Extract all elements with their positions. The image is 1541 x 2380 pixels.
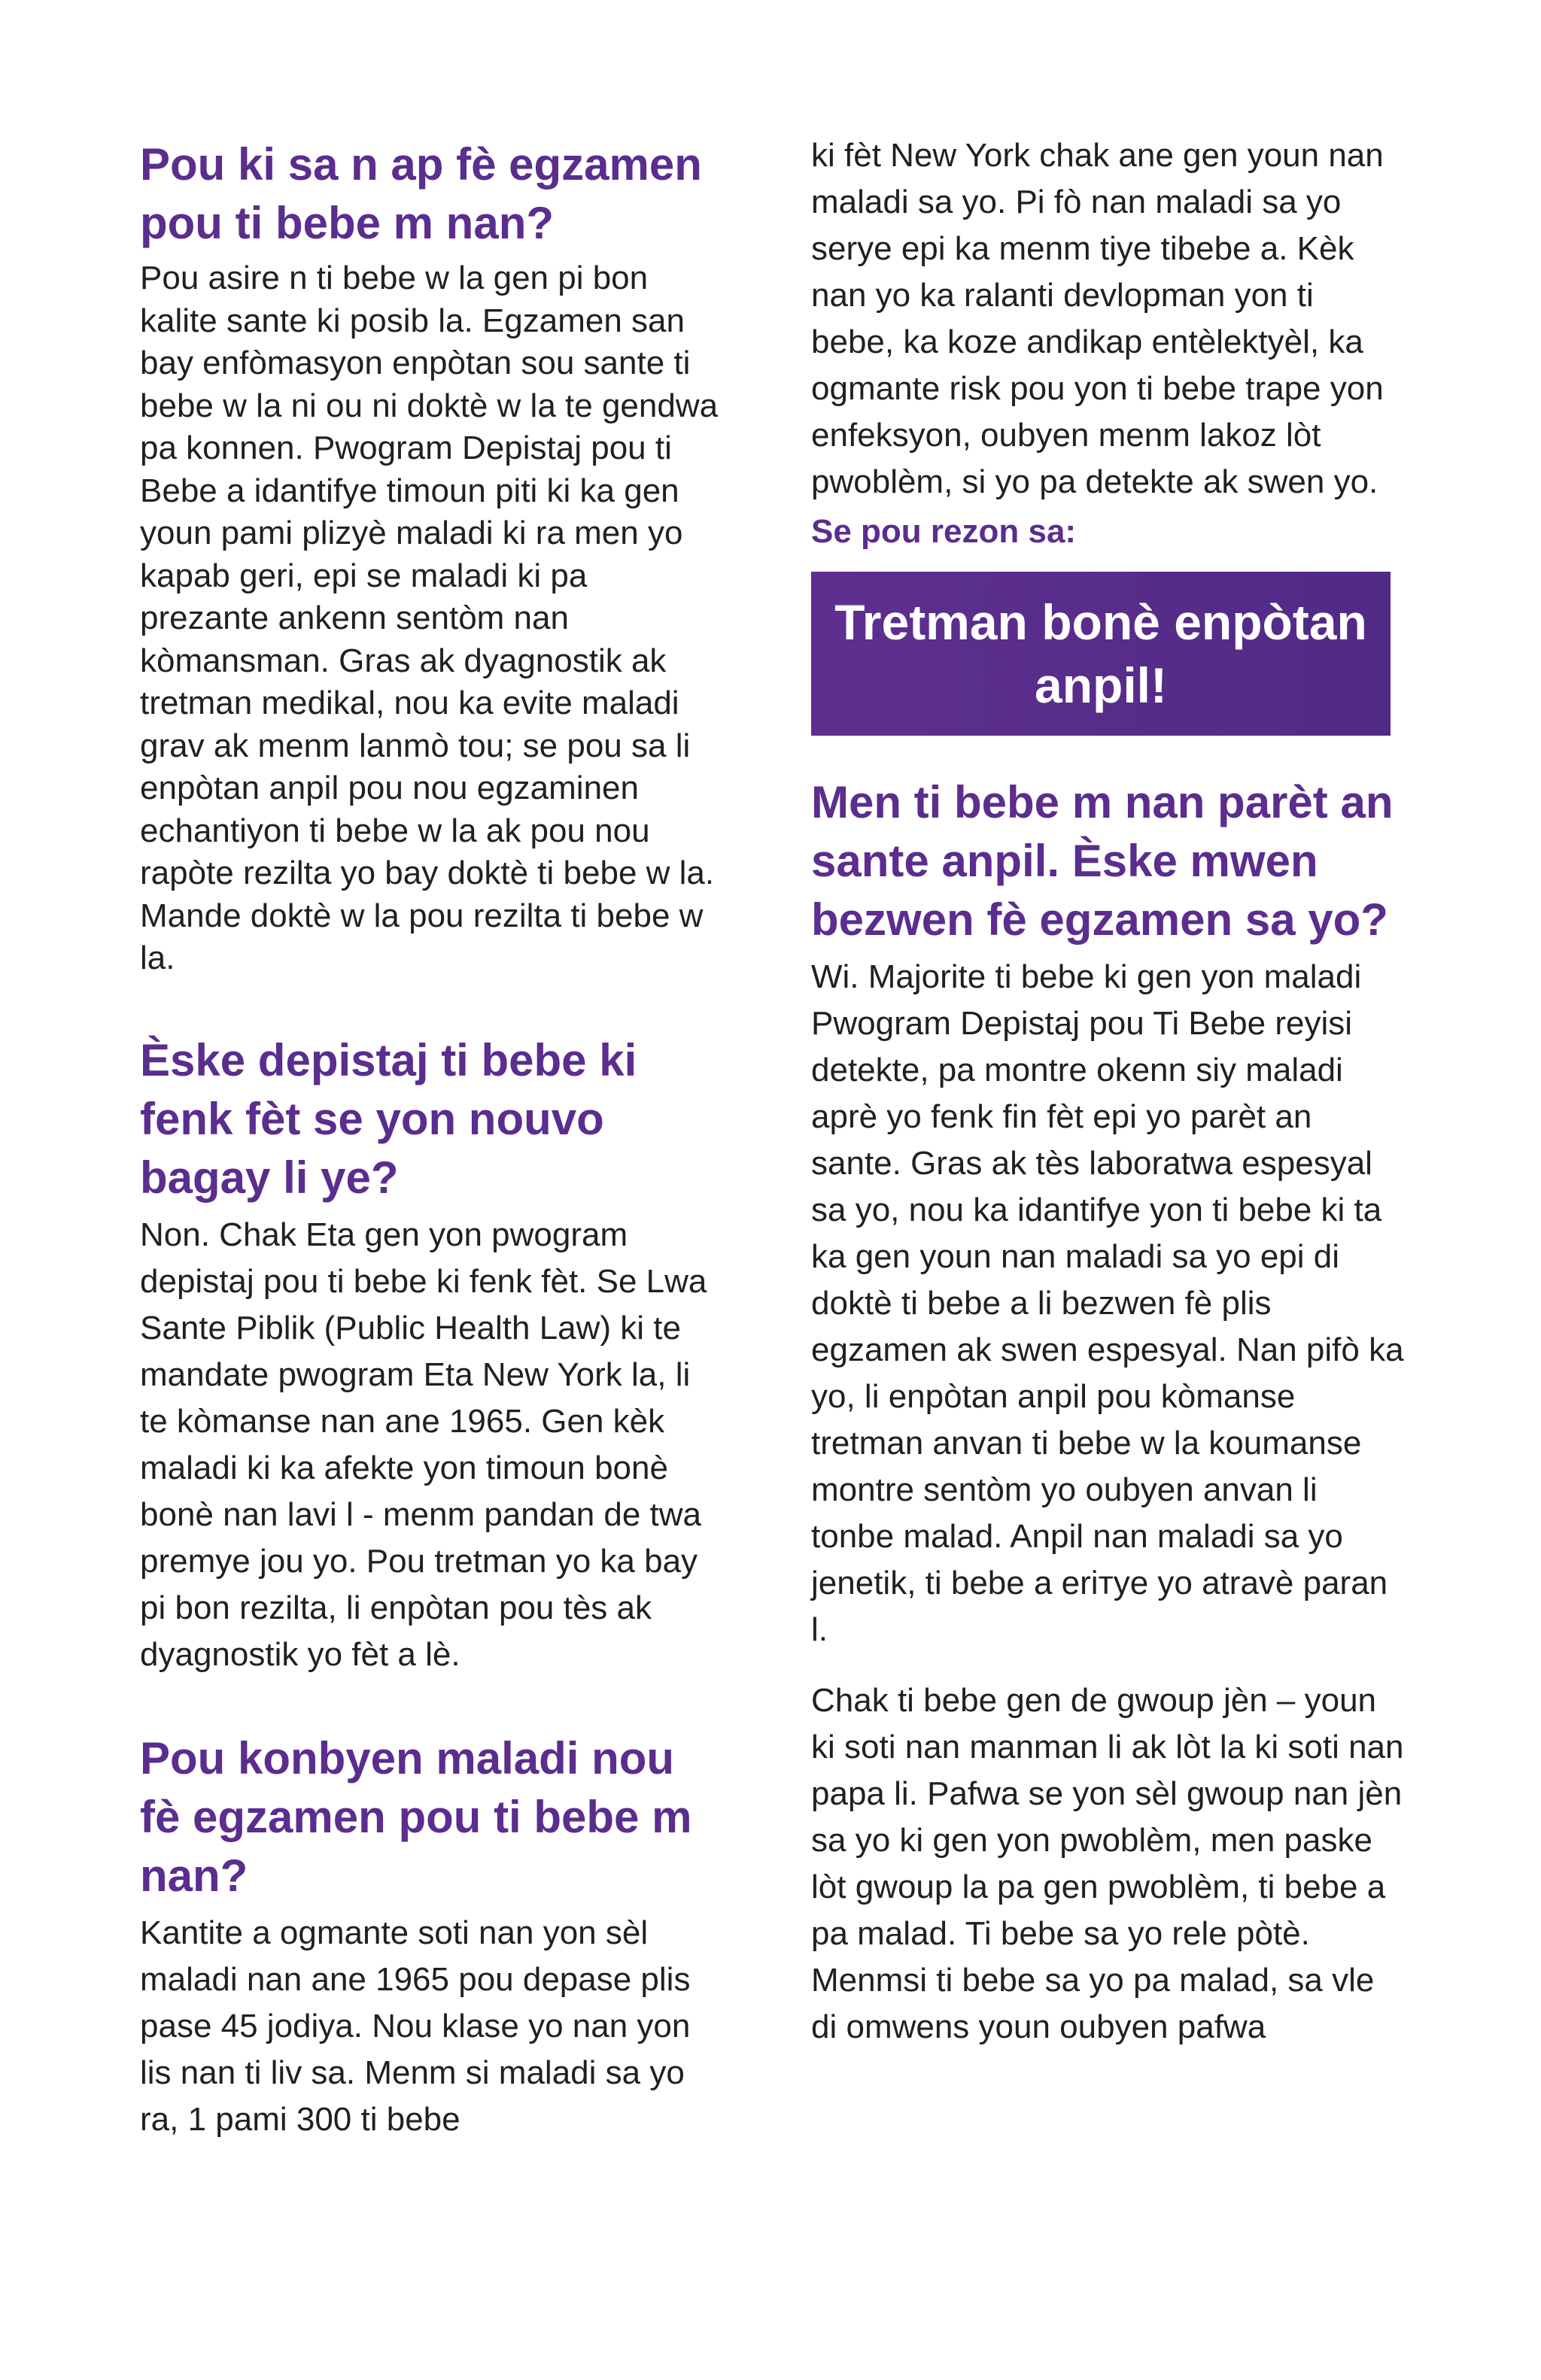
right-column (811, 132, 1406, 2051)
section-body-is-new: Non. Chak Eta gen yon pwogram depistaj pou ti bebe ki fenk fèt. Se Lwa Sante Piblik (Public Health Law) ki te mandate pwogram Eta New York la, li te kòmanse nan ane 1965. Gen kèk maladi ki ka afekte yon timoun bonè bonè nan lavi l - menm pandan de twa premye jou yo. Pou tretman yo ka bay pi bon rezilta, li enpòtan pou tès ak dyagnostik yo fèt a lè. (140, 1216, 707, 1673)
continued-body-text: ki fèt New York chak ane gen youn nan maladi sa yo. Pi fò nan maladi sa yo serye epi ka menm tiye tibebe a. Kèk nan yo ka ralanti devlopman yon ti bebe, ka koze andikap entèlektyèl, ka ogmante risk pou yon ti bebe trape yon enfeksyon, oubyen menm lakoz lòt pwoblèm, si yo pa detekte ak swen yo. (811, 137, 1384, 500)
section-body-how-many: Kantite a ogmante soti nan yon sèl maladi nan ane 1965 pou depase plis pase 45 jodiya. Nou klase yo nan yon lis nan ti liv sa. Menm si maladi sa yo ra, 1 pami 300 ti bebe (140, 1914, 691, 2138)
section-heading-why-test: Pou ki sa n ap fè egzamen pou ti bebe m nan? (140, 139, 702, 248)
section-body-looks-healthy: Wi. Majorite ti bebe ki gen yon maladi Pwogram Depistaj pou Ti Bebe reyisi detekte, pa montre okenn siy maladi aprè yo fenk fin fèt epi yo parèt an sante. Gras ak tès laboratwa espesyal sa yo, nou ka idantifye yon ti bebe ki ta ka gen youn nan maladi sa yo epi di doktè ti bebe a li bezwen fè plis egzamen ak swen espesyal. Nan pifò ka yo, li enpòtan anpil pou kòmanse tretman anvan ti bebe w la koumanse montre sentòm yo oubyen anvan li tonbe malad. Anpil nan maladi sa yo jenetik, ti bebe a erітye yo atravè paran l. (811, 958, 1404, 1648)
reason-label: Se pou rezon sa: (811, 513, 1077, 550)
callout-banner (811, 572, 1391, 736)
section-heading-is-new: Èske depistaj ti bebe ki fenk fèt se yon nouvo bagay li ye? (140, 1034, 637, 1203)
section-heading-looks-healthy: Men ti bebe m nan parèt an sante anpil. Èske mwen bezwen fè egzamen sa yo? (811, 777, 1394, 945)
section-body-genes: Chak ti bebe gen de gwoup jèn – youn ki soti nan manman li ak lòt la ki soti nan papa li. Pafwa se yon sèl gwoup nan jèn sa yo ki gen yon pwoblèm, men paske lòt gwoup la pa gen pwoblèm, ti bebe a pa malad. Ti bebe sa yo rele pòtè. Menmsi ti bebe sa yo pa malad, sa vle di omwens youn oubyen pafwa (811, 1682, 1404, 2045)
callout-banner-text: Tretman bonè enpòtan anpil! (834, 594, 1367, 713)
section-body-why-test: Pou asire n ti bebe w la gen pi bon kalite sante ki posib la. Egzamen san bay enfòmasyon enpòtan sou sante ti bebe w la ni ou ni doktè w la te gendwa pa konnen. Pwogram Depistaj pou ti Bebe a idantifye timoun piti ki ka gen youn pami plizyè maladi ki ra men yo kapab geri, epi se maladi ki pa prezante ankenn sentòm nan kòmansman. Gras ak dyagnostik ak tretman medikal, nou ka evite maladi grav ak menm lanmò tou; se pou sa li enpòtan anpil pou nou egzaminen echantiyon ti bebe w la ak pou nou rapòte rezilta yo bay doktè ti bebe w la. Mande doktè w la pou rezilta ti bebe w la. (140, 260, 719, 976)
section-heading-how-many: Pou konbyen maladi nou fè egzamen pou ti bebe m nan? (140, 1732, 692, 1901)
left-column (140, 135, 724, 2143)
